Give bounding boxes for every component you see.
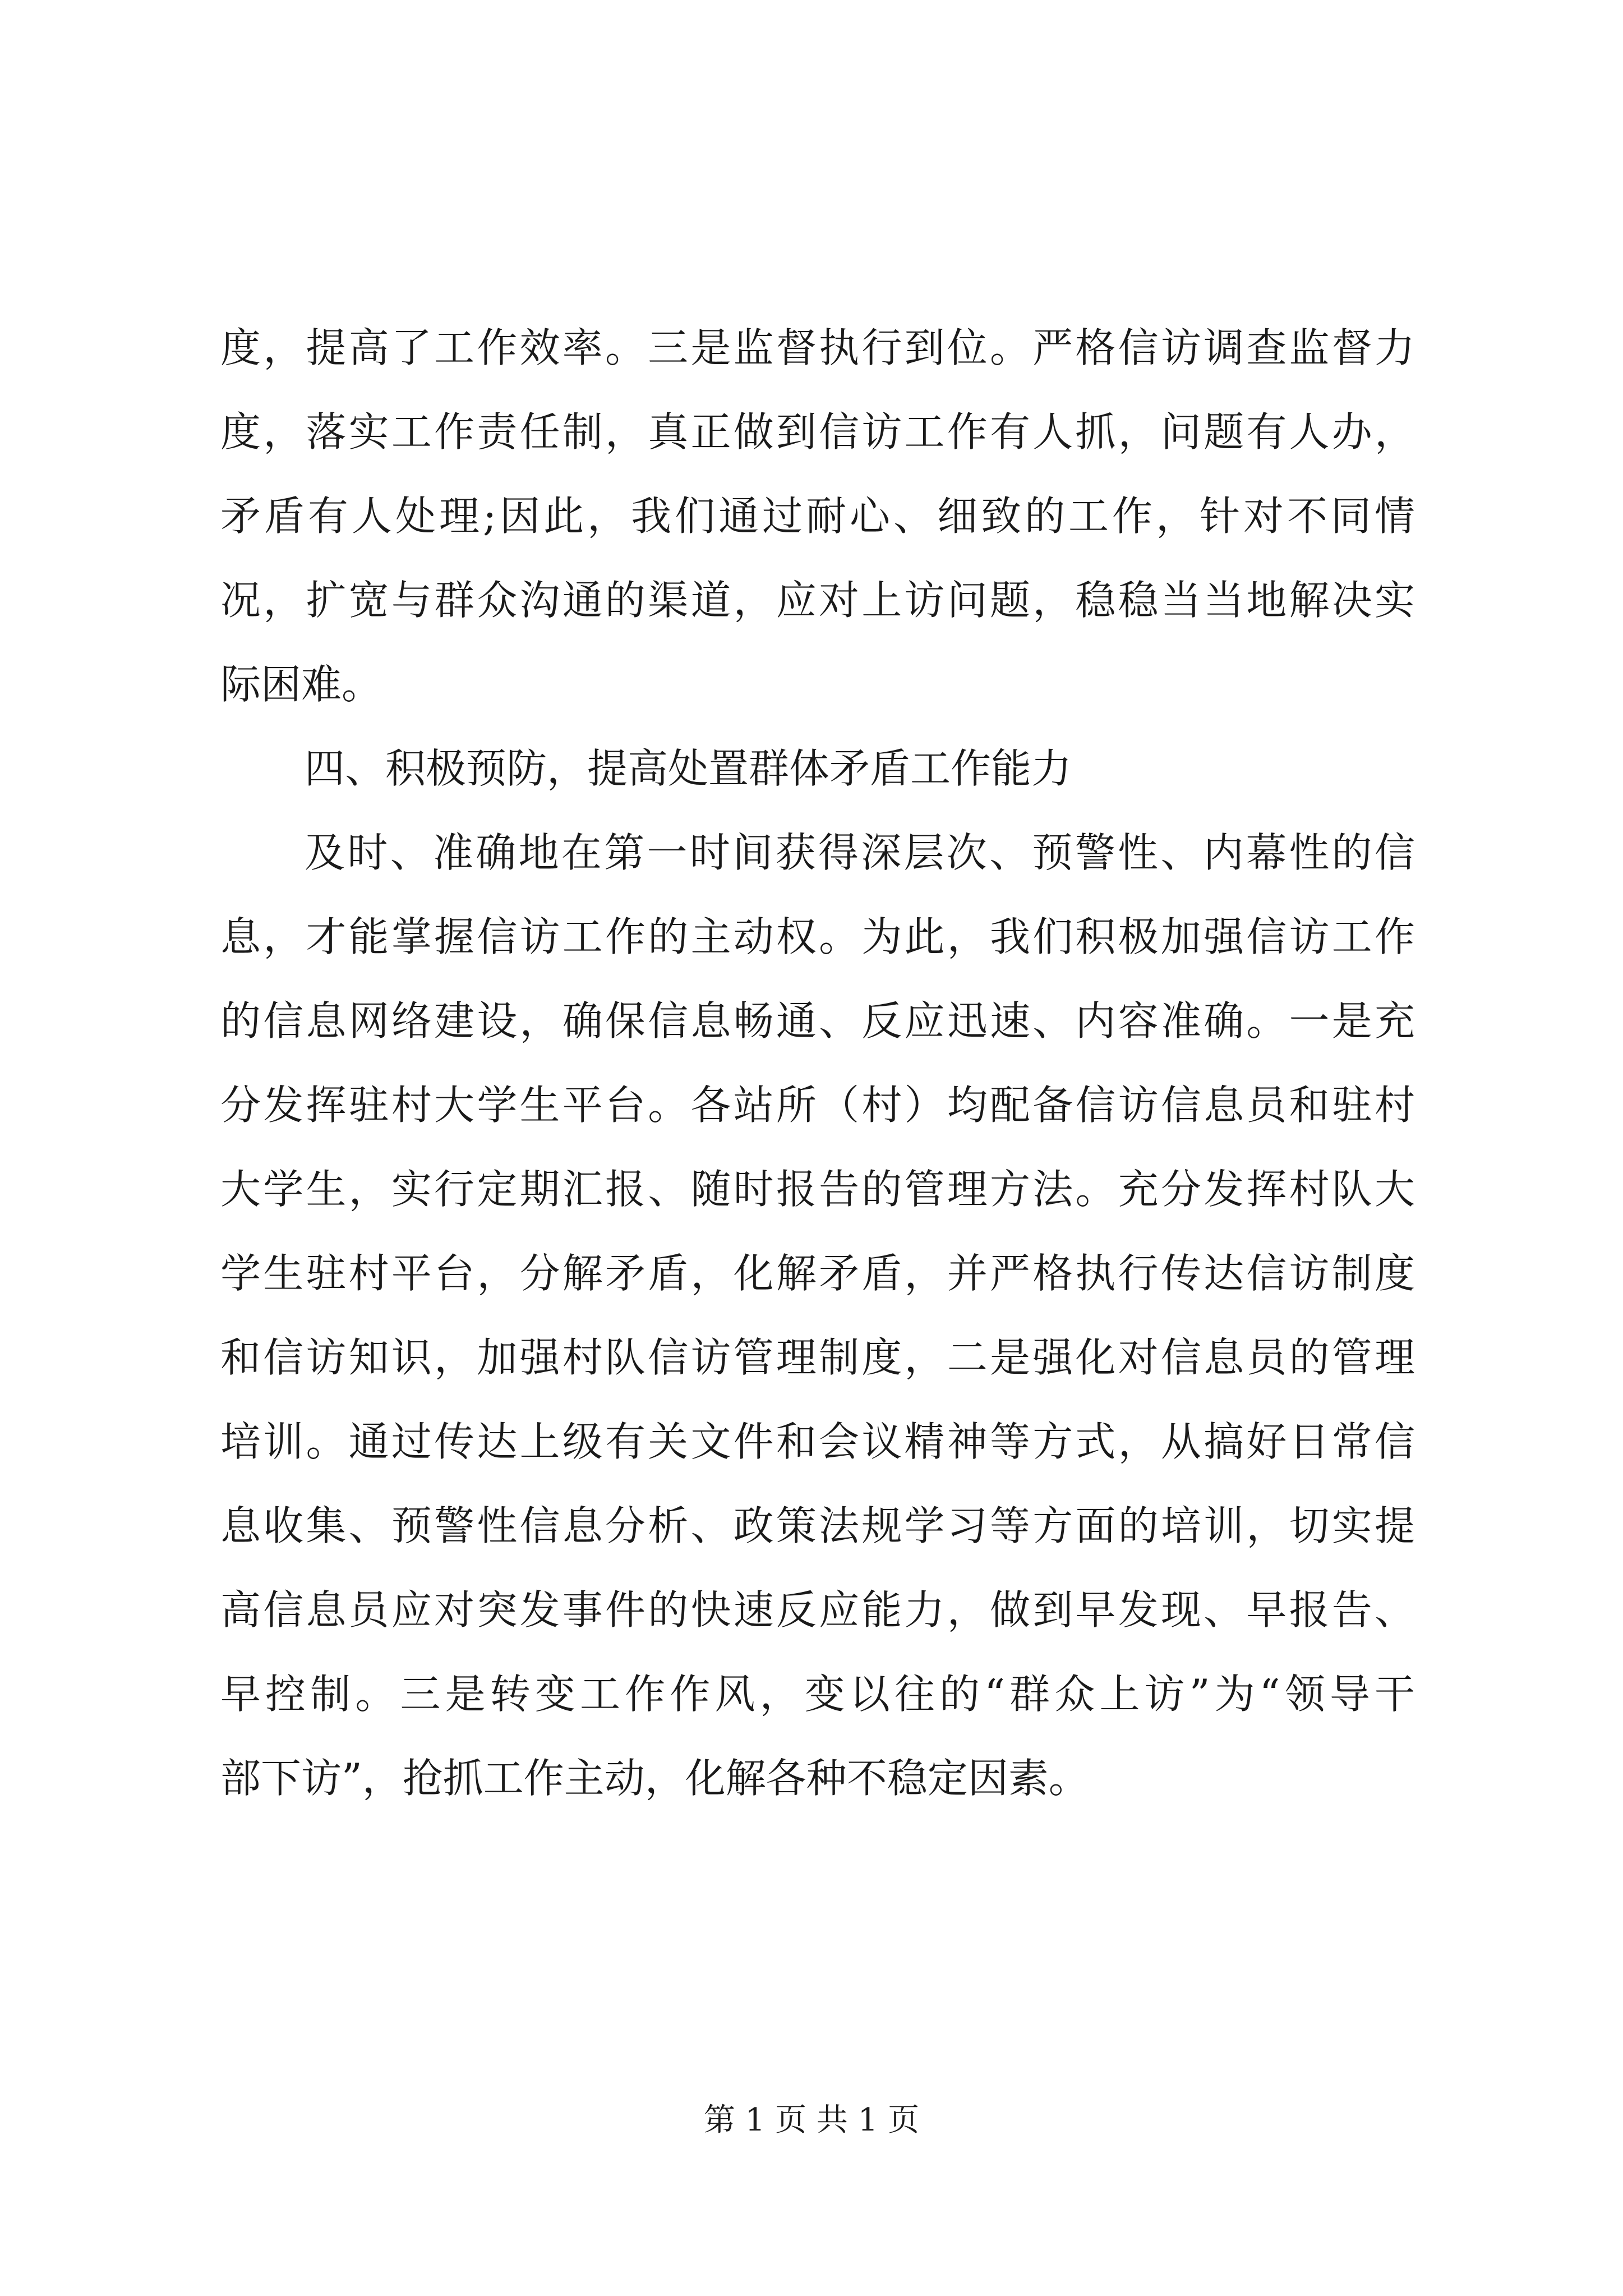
paragraph-line: 早控制。三是转变工作作风，变以往的“群众上访”为“领导干 — [220, 1671, 1415, 1718]
paragraph-line: 息收集、预警性信息分析、政策法规学习等方面的培训，切实提 — [220, 1502, 1415, 1549]
paragraph-line: 部下访”，抢抓工作主动，化解各种不稳定因素。 — [220, 1755, 1089, 1802]
paragraph-line: 的信息网络建设，确保信息畅通、反应迅速、内容准确。一是充 — [220, 997, 1415, 1045]
paragraph-line: 际困难。 — [220, 661, 382, 708]
paragraph-line: 矛盾有人处理;因此，我们通过耐心、细致的工作，针对不同情 — [220, 493, 1415, 540]
section-heading: 四、积极预防，提高处置群体矛盾工作能力 — [305, 745, 1072, 792]
paragraph-line: 度，提高了工作效率。三是监督执行到位。严格信访调查监督力 — [220, 324, 1415, 371]
paragraph-line: 息，才能掌握信访工作的主动权。为此，我们积极加强信访工作 — [220, 913, 1415, 960]
paragraph-line: 度，落实工作责任制，真正做到信访工作有人抓，问题有人办， — [220, 408, 1415, 455]
paragraph-line: 及时、准确地在第一时间获得深层次、预警性、内幕性的信 — [305, 829, 1415, 876]
paragraph-line: 况，扩宽与群众沟通的渠道，应对上访问题，稳稳当当地解决实 — [220, 577, 1415, 624]
paragraph-line: 分发挥驻村大学生平台。各站所（村）均配备信访信息员和驻村 — [220, 1082, 1415, 1129]
paragraph-line: 学生驻村平台，分解矛盾，化解矛盾，并严格执行传达信访制度 — [220, 1250, 1415, 1297]
paragraph-line: 高信息员应对突发事件的快速反应能力，做到早发现、早报告、 — [220, 1586, 1415, 1634]
paragraph-line: 培训。通过传达上级有关文件和会议精神等方式，从搞好日常信 — [220, 1418, 1415, 1465]
page-number-footer: 第 1 页 共 1 页 — [703, 2102, 920, 2138]
paragraph-line: 和信访知识，加强村队信访管理制度，二是强化对信息员的管理 — [220, 1334, 1415, 1381]
paragraph-line: 大学生，实行定期汇报、随时报告的管理方法。充分发挥村队大 — [220, 1166, 1415, 1213]
document-body — [220, 306, 1415, 1820]
